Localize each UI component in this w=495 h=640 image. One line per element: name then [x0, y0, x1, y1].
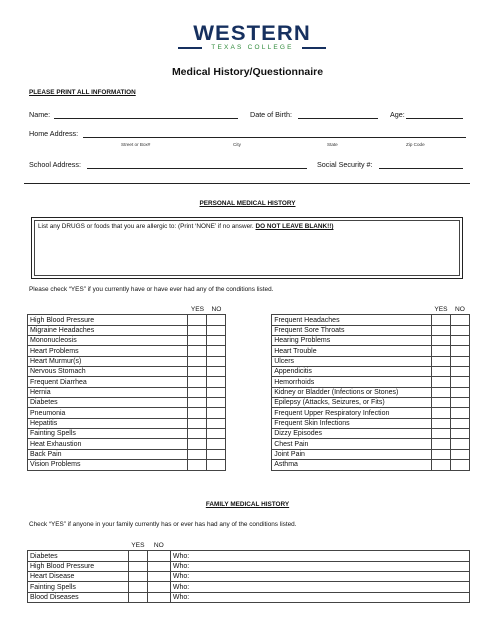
dob-label: Date of Birth: — [250, 110, 292, 119]
table-spacer — [226, 315, 272, 325]
condition-label-left: Mononucleosis — [28, 336, 188, 346]
family-conditions-table — [27, 541, 470, 603]
allergy-prompt-emphasis: DO NOT LEAVE BLANK!!) — [255, 223, 334, 230]
family-who-field[interactable]: Who: — [170, 592, 469, 602]
condition-label-right: Frequent Skin Infections — [272, 418, 432, 428]
yes-checkbox-right[interactable] — [432, 325, 451, 335]
family-row — [28, 592, 470, 602]
condition-label-right: Kidney or Bladder (Infections or Stones) — [272, 387, 432, 397]
yes-checkbox-left[interactable] — [188, 315, 207, 325]
no-checkbox-right[interactable] — [450, 377, 469, 387]
no-checkbox-left[interactable] — [207, 377, 226, 387]
no-checkbox-right[interactable] — [450, 408, 469, 418]
yes-checkbox-right[interactable] — [432, 336, 451, 346]
family-condition-label: Fainting Spells — [28, 582, 129, 592]
no-checkbox-right[interactable] — [450, 429, 469, 439]
yes-checkbox-right[interactable] — [432, 356, 451, 366]
table-spacer — [226, 439, 272, 449]
family-no-header: NO — [153, 542, 164, 550]
yes-header-left: YES — [190, 306, 205, 314]
family-condition-label: Diabetes — [28, 551, 129, 561]
yes-checkbox-right[interactable] — [432, 398, 451, 408]
name-label: Name: — [29, 110, 51, 119]
family-yes-checkbox[interactable] — [128, 561, 147, 571]
family-row — [28, 561, 470, 571]
no-checkbox-left[interactable] — [207, 398, 226, 408]
condition-row — [28, 315, 470, 325]
condition-row — [28, 387, 470, 397]
family-no-checkbox[interactable] — [147, 582, 170, 592]
allergy-prompt — [38, 223, 333, 230]
age-field[interactable] — [406, 118, 463, 119]
family-who-field[interactable]: Who: — [170, 582, 469, 592]
condition-label-right: Epilepsy (Attacks, Seizures, or Fits) — [272, 398, 432, 408]
condition-label-left: Hepatitis — [28, 418, 188, 428]
family-row — [28, 551, 470, 561]
condition-label-right: Heart Trouble — [272, 346, 432, 356]
condition-label-right: Chest Pain — [272, 439, 432, 449]
family-row — [28, 582, 470, 592]
condition-label-right: Asthma — [272, 460, 432, 470]
no-checkbox-left[interactable] — [207, 408, 226, 418]
no-checkbox-left[interactable] — [207, 449, 226, 459]
condition-label-left: Pneumonia — [28, 408, 188, 418]
yes-checkbox-right[interactable] — [432, 387, 451, 397]
condition-row — [28, 398, 470, 408]
yes-checkbox-left[interactable] — [188, 418, 207, 428]
condition-row — [28, 325, 470, 335]
condition-row — [28, 408, 470, 418]
yes-checkbox-right[interactable] — [432, 408, 451, 418]
family-no-checkbox[interactable] — [147, 561, 170, 571]
no-checkbox-right[interactable] — [450, 356, 469, 366]
family-yes-header: YES — [131, 542, 145, 550]
no-checkbox-left[interactable] — [207, 336, 226, 346]
allergy-prompt-text: List any DRUGS or foods that you are allergic to: (Print ‘NONE’ if no answer. — [38, 223, 256, 230]
family-condition-label: Heart Disease — [28, 572, 129, 582]
condition-label-right: Frequent Sore Throats — [272, 325, 432, 335]
table-spacer — [226, 418, 272, 428]
yes-checkbox-right[interactable] — [432, 418, 451, 428]
no-checkbox-left[interactable] — [207, 367, 226, 377]
condition-label-left: Diabetes — [28, 398, 188, 408]
family-yes-checkbox[interactable] — [128, 582, 147, 592]
yes-checkbox-right[interactable] — [432, 460, 451, 470]
yes-checkbox-left[interactable] — [188, 377, 207, 387]
no-header-right: NO — [455, 306, 465, 314]
page-title: Medical History/Questionnaire — [171, 66, 324, 78]
yes-checkbox-right[interactable] — [432, 315, 451, 325]
home-address-field[interactable] — [83, 137, 466, 138]
no-checkbox-left[interactable] — [207, 325, 226, 335]
condition-row — [28, 336, 470, 346]
dob-field[interactable] — [298, 118, 378, 119]
condition-label-left: Migraine Headaches — [28, 325, 188, 335]
age-label: Age: — [390, 110, 405, 119]
family-who-field[interactable]: Who: — [170, 551, 469, 561]
yes-checkbox-right[interactable] — [432, 367, 451, 377]
condition-label-right: Dizzy Episodes — [272, 429, 432, 439]
condition-label-left: Heart Problems — [28, 346, 188, 356]
condition-row — [28, 449, 470, 459]
no-checkbox-left[interactable] — [207, 315, 226, 325]
table-spacer — [226, 377, 272, 387]
no-header-left: NO — [211, 306, 222, 314]
condition-label-right: Ulcers — [272, 356, 432, 366]
yes-checkbox-left[interactable] — [188, 325, 207, 335]
yes-checkbox-left[interactable] — [188, 449, 207, 459]
condition-label-left: Heart Murmur(s) — [28, 356, 188, 366]
state-caption: State — [327, 142, 338, 147]
ssn-label: Social Security #: — [317, 160, 373, 169]
no-checkbox-right[interactable] — [450, 398, 469, 408]
family-yes-checkbox[interactable] — [128, 592, 147, 602]
condition-label-right: Frequent Headaches — [272, 315, 432, 325]
logo-bar-right — [302, 47, 326, 49]
no-checkbox-right[interactable] — [450, 325, 469, 335]
no-checkbox-left[interactable] — [207, 429, 226, 439]
city-caption: City — [233, 142, 241, 147]
no-checkbox-right[interactable] — [450, 336, 469, 346]
home-address-label: Home Address: — [29, 129, 79, 138]
table-spacer — [226, 325, 272, 335]
condition-row — [28, 356, 470, 366]
personal-history-heading: PERSONAL MEDICAL HISTORY — [199, 200, 296, 207]
condition-label-left: High Blood Pressure — [28, 315, 188, 325]
family-history-heading: FAMILY MEDICAL HISTORY — [205, 501, 290, 508]
yes-checkbox-left[interactable] — [188, 439, 207, 449]
name-field[interactable] — [54, 118, 238, 119]
family-no-checkbox[interactable] — [147, 572, 170, 582]
yes-checkbox-left[interactable] — [188, 429, 207, 439]
condition-label-right: Hemorrhoids — [272, 377, 432, 387]
no-checkbox-right[interactable] — [450, 387, 469, 397]
yes-checkbox-left[interactable] — [188, 346, 207, 356]
no-checkbox-left[interactable] — [207, 346, 226, 356]
condition-label-right: Hearing Problems — [272, 336, 432, 346]
no-checkbox-right[interactable] — [450, 449, 469, 459]
family-check-instruction: Check “YES” if anyone in your family currently has or ever has had any of the conditions listed. — [29, 521, 297, 528]
school-address-field[interactable] — [87, 168, 307, 169]
condition-label-left: Vision Problems — [28, 460, 188, 470]
no-checkbox-right[interactable] — [450, 439, 469, 449]
family-condition-label: High Blood Pressure — [28, 561, 129, 571]
logo-name: WESTERN — [193, 22, 311, 45]
condition-row — [28, 346, 470, 356]
table-spacer — [226, 367, 272, 377]
yes-checkbox-left[interactable] — [188, 336, 207, 346]
yes-checkbox-right[interactable] — [432, 439, 451, 449]
no-checkbox-right[interactable] — [450, 418, 469, 428]
condition-label-right: Joint Pain — [272, 449, 432, 459]
no-checkbox-left[interactable] — [207, 387, 226, 397]
no-checkbox-right[interactable] — [450, 460, 469, 470]
table-spacer — [226, 336, 272, 346]
yes-checkbox-left[interactable] — [188, 398, 207, 408]
condition-row — [28, 418, 470, 428]
yes-checkbox-left[interactable] — [188, 387, 207, 397]
condition-row — [28, 377, 470, 387]
no-checkbox-right[interactable] — [450, 367, 469, 377]
ssn-field[interactable] — [379, 168, 463, 169]
condition-label-left: Nervous Stomach — [28, 367, 188, 377]
table-spacer — [226, 346, 272, 356]
condition-label-left: Back Pain — [28, 449, 188, 459]
family-no-checkbox[interactable] — [147, 592, 170, 602]
no-checkbox-left[interactable] — [207, 460, 226, 470]
yes-checkbox-left[interactable] — [188, 460, 207, 470]
family-no-checkbox[interactable] — [147, 551, 170, 561]
condition-label-right: Frequent Upper Respiratory Infection — [272, 408, 432, 418]
condition-label-left: Frequent Diarrhea — [28, 377, 188, 387]
condition-row — [28, 439, 470, 449]
yes-checkbox-right[interactable] — [432, 346, 451, 356]
yes-checkbox-right[interactable] — [432, 449, 451, 459]
table-spacer — [226, 408, 272, 418]
condition-label-left: Fainting Spells — [28, 429, 188, 439]
section-divider — [24, 183, 470, 184]
logo-subtitle: TEXAS COLLEGE — [211, 43, 294, 51]
family-yes-checkbox[interactable] — [128, 572, 147, 582]
condition-row — [28, 367, 470, 377]
yes-header-right: YES — [434, 306, 448, 314]
no-checkbox-left[interactable] — [207, 439, 226, 449]
no-checkbox-right[interactable] — [450, 346, 469, 356]
condition-label-right: Appendicitis — [272, 367, 432, 377]
yes-checkbox-left[interactable] — [188, 356, 207, 366]
table-spacer — [226, 387, 272, 397]
family-who-field[interactable]: Who: — [170, 572, 469, 582]
table-spacer — [226, 460, 272, 470]
school-address-label: School Address: — [29, 160, 81, 169]
logo-bar-left — [178, 47, 202, 49]
no-checkbox-left[interactable] — [207, 418, 226, 428]
street-caption: Street or Box# — [121, 142, 151, 147]
allergy-box[interactable] — [31, 217, 463, 279]
family-who-field[interactable]: Who: — [170, 561, 469, 571]
condition-label-left: Hernia — [28, 387, 188, 397]
table-spacer — [226, 429, 272, 439]
family-row — [28, 572, 470, 582]
zip-caption: Zip Code — [406, 142, 425, 147]
family-condition-label: Blood Diseases — [28, 592, 129, 602]
family-yes-checkbox[interactable] — [128, 551, 147, 561]
personal-conditions-table — [27, 305, 470, 471]
table-spacer — [226, 356, 272, 366]
condition-row — [28, 460, 470, 470]
personal-check-instruction: Please check “YES” if you currently have or have ever had any of the conditions listed. — [29, 286, 274, 293]
yes-checkbox-left[interactable] — [188, 367, 207, 377]
table-spacer — [226, 449, 272, 459]
print-instruction: PLEASE PRINT ALL INFORMATION — [29, 89, 136, 96]
condition-row — [28, 429, 470, 439]
table-spacer — [226, 398, 272, 408]
yes-checkbox-right[interactable] — [432, 429, 451, 439]
no-checkbox-left[interactable] — [207, 356, 226, 366]
condition-label-left: Heat Exhaustion — [28, 439, 188, 449]
no-checkbox-right[interactable] — [450, 315, 469, 325]
yes-checkbox-right[interactable] — [432, 377, 451, 387]
yes-checkbox-left[interactable] — [188, 408, 207, 418]
